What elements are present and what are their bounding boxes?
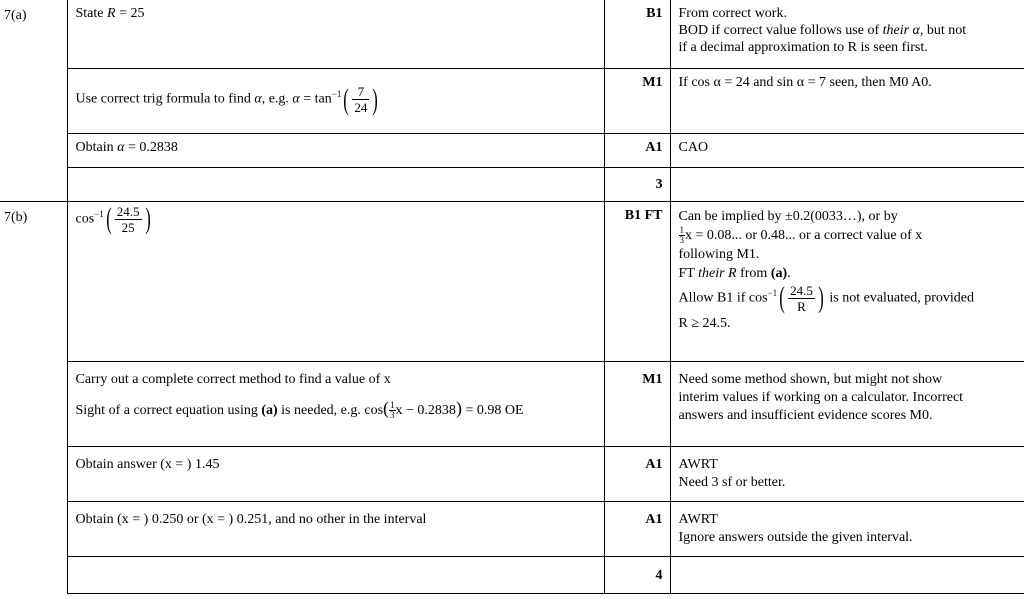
table-row [0, 501, 1024, 556]
guidance-cell: If cos α = 24 and sin α = 7 seen, then M0 A0. [670, 68, 1024, 133]
guidance-cell [670, 446, 1024, 501]
guidance-text: R ≥ 24.5. [678, 315, 731, 331]
working-cell [67, 201, 604, 361]
working-text: Carry out a complete correct method to find a value of x [75, 371, 391, 387]
fraction: $\frac{24.5}{25}$ [116, 203, 140, 235]
working-cell: Obtain (x = ) 0.250 or (x = ) 0.251, and no other in the interval [67, 501, 604, 556]
mark-cell: M1 [604, 361, 670, 446]
working-var: α [117, 139, 125, 155]
working-text: Obtain [75, 139, 118, 155]
mark-cell: A1 [604, 133, 670, 167]
table-row [0, 361, 1024, 446]
table-row-total [0, 556, 1024, 593]
working-text: Use correct trig formula to find [75, 91, 255, 107]
guidance-text: Allow B1 if $\cos^{-1}$( $\frac{24.5}{R}$ ) is not evaluated, provided [678, 281, 975, 315]
guidance-text: BOD if correct value follows use of their α, but not [678, 23, 967, 38]
working-cell [67, 0, 604, 68]
table-row [0, 68, 1024, 133]
table-row-total [0, 167, 1024, 201]
working-cell: Obtain answer (x = ) 1.45 [67, 446, 604, 501]
working-var: α [254, 91, 262, 107]
right-paren: ) [372, 82, 379, 116]
guidance-text: if a decimal approximation to R is seen first. [678, 40, 928, 55]
working-text: , e.g. [261, 91, 293, 107]
guidance-text: Need some method shown, but might not show [678, 371, 943, 387]
guidance-text: From correct work. [678, 6, 787, 21]
guidance-text: answers and insufficient evidence scores M0. [678, 407, 933, 423]
guidance-cell: CAO [670, 133, 1024, 167]
mark-cell: M1 [604, 68, 670, 133]
guidance-cell [670, 556, 1024, 593]
fraction: $\frac{7}{24}$ [354, 84, 368, 115]
guidance-text: following M1. [678, 246, 760, 262]
mark-cell: B1 FT [604, 201, 670, 361]
working-var: R [107, 6, 116, 21]
table-row [0, 201, 1024, 361]
total-mark: 4 [604, 556, 670, 593]
left-paren: ( [343, 82, 350, 116]
guidance-text: interim values if working on a calculator. Incorrect [678, 389, 964, 405]
working-text: = 25 [115, 6, 145, 21]
working-text: = tan [299, 91, 332, 107]
working-cell [67, 361, 604, 446]
working-text: Sight of a correct equation using (a) is needed, e.g. cos( $\frac{1}{3}$ x − 0.2838) = 0.98 OE [75, 397, 524, 420]
guidance-text: Need 3 sf or better. [678, 474, 786, 490]
guidance-cell [670, 167, 1024, 201]
question-label-7a: 7(a) [0, 0, 67, 201]
guidance-cell [670, 361, 1024, 446]
superscript: −1 [331, 89, 342, 100]
guidance-cell [670, 0, 1024, 68]
right-paren: ) [144, 202, 151, 235]
guidance-cell [670, 201, 1024, 361]
working-text: State [75, 6, 107, 21]
superscript: −1 [94, 208, 104, 219]
working-text: cos [75, 211, 95, 227]
mark-cell: B1 [604, 0, 670, 68]
working-var: α [292, 91, 300, 107]
total-mark: 3 [604, 167, 670, 201]
guidance-text: Can be implied by ±0.2(0033…), or by [678, 208, 898, 224]
table-row [0, 0, 1024, 68]
guidance-text: AWRT [678, 511, 718, 527]
table-row [0, 133, 1024, 167]
working-cell [67, 133, 604, 167]
table-row [0, 446, 1024, 501]
guidance-text: AWRT [678, 456, 718, 472]
guidance-text: FT their R from (a). [678, 265, 791, 281]
working-cell [67, 167, 604, 201]
working-cell [67, 68, 604, 133]
mark-cell: A1 [604, 501, 670, 556]
guidance-text: Ignore answers outside the given interval. [678, 529, 913, 545]
guidance-text: $\frac{1}{3}$ x = 0.08... or 0.48... or a correct value of x [679, 224, 923, 245]
question-label-7b: 7(b) [0, 201, 67, 593]
working-text: = 0.2838 [124, 139, 178, 155]
mark-cell: A1 [604, 446, 670, 501]
left-paren: ( [106, 202, 112, 235]
guidance-cell [670, 501, 1024, 556]
working-cell [67, 556, 604, 593]
